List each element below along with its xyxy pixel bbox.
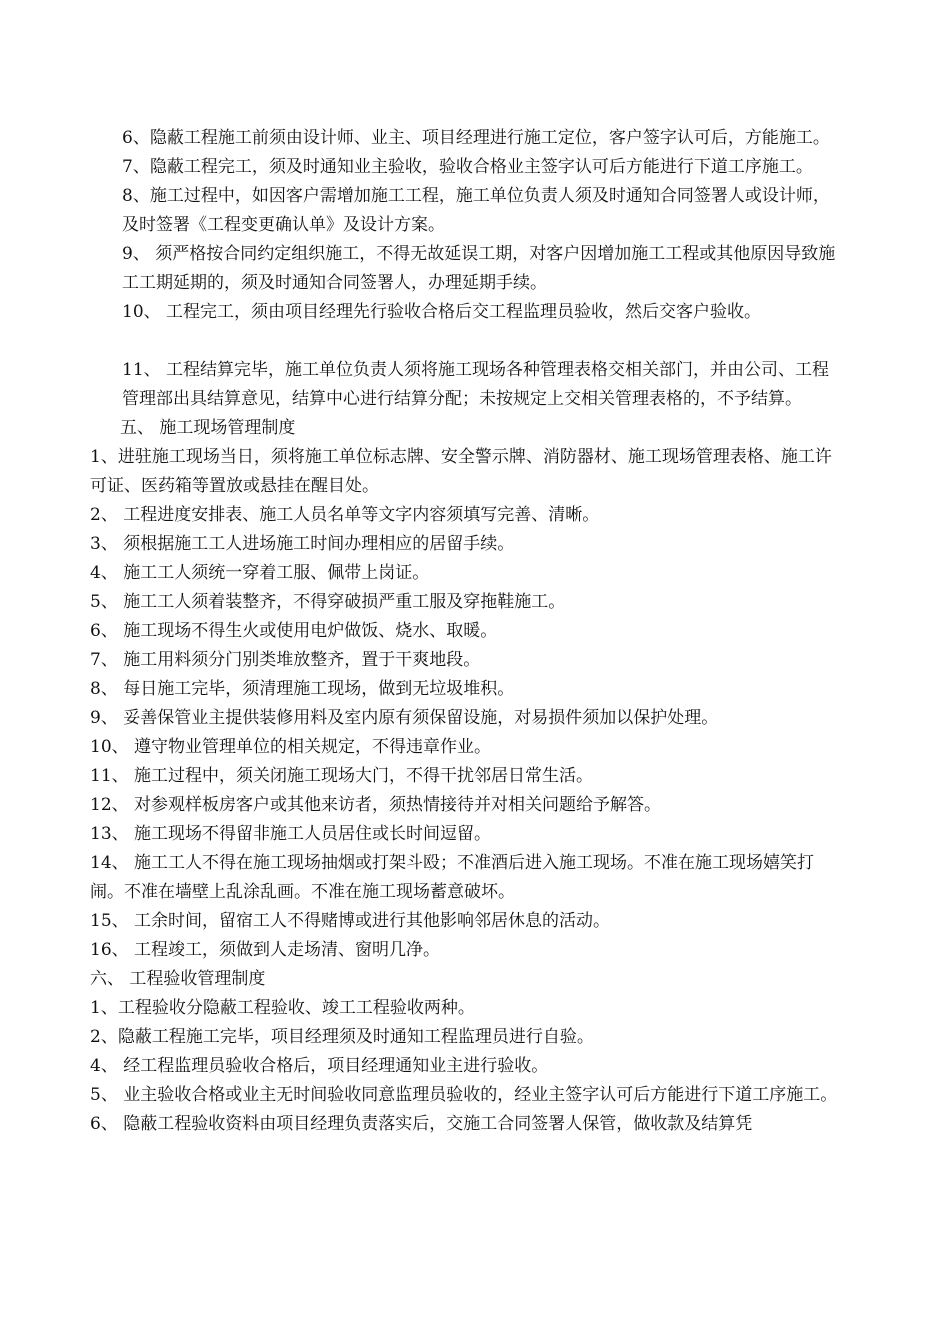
list-item: 1、进驻施工现场当日，须将施工单位标志牌、安全警示牌、消防器材、施工现场管理表格、施工许可证、医药箱等置放或悬挂在醒目处。 [90, 447, 832, 496]
list-item: 11、 施工过程中，须关闭施工现场大门，不得干扰邻居日常生活。 [90, 766, 594, 786]
list-item: 5、 业主验收合格或业主无时间验收同意监理员验收的，经业主签字认可后方能进行下道工序施工。 [90, 1085, 838, 1105]
list-item: 10、 遵守物业管理单位的相关规定，不得违章作业。 [90, 737, 492, 757]
list-item: 2、 工程进度安排表、施工人员名单等文字内容须填写完善、清晰。 [90, 505, 600, 525]
blank-line [90, 327, 845, 356]
list-item: 11、 工程结算完毕，施工单位负责人须将施工现场各种管理表格交相关部门，并由公司、工程管理部出具结算意见，结算中心进行结算分配；未按规定上交相关管理表格的，不予结算。 [122, 360, 830, 409]
list-item: 16、 工程竣工，须做到人走场清、窗明几净。 [90, 940, 441, 960]
list-item: 12、 对参观样板房客户或其他来访者，须热情接待并对相关问题给予解答。 [90, 795, 662, 815]
list-item: 2、隐蔽工程施工完毕，项目经理须及时通知工程监理员进行自验。 [90, 1027, 594, 1047]
list-item: 4、 施工工人须统一穿着工服、佩带上岗证。 [90, 563, 430, 583]
list-item: 6、 隐蔽工程验收资料由项目经理负责落实后，交施工合同签署人保管，做收款及结算凭 [90, 1114, 753, 1134]
list-item: 5、 施工工人须着装整齐，不得穿破损严重工服及穿拖鞋施工。 [90, 592, 566, 612]
list-item: 13、 施工现场不得留非施工人员居住或长时间逗留。 [90, 824, 492, 844]
list-item: 7、隐蔽工程完工，须及时通知业主验收，验收合格业主签字认可后方能进行下道工序施工。 [122, 157, 813, 177]
list-item: 8、施工过程中，如因客户需增加施工工程，施工单位负责人须及时通知合同签署人或设计师，及时签署《工程变更确认单》及设计方案。 [122, 186, 830, 235]
list-item: 8、 每日施工完毕，须清理施工现场，做到无垃圾堆积。 [90, 679, 515, 699]
list-item: 9、 妥善保管业主提供装修用料及室内原有须保留设施，对易损件须加以保护处理。 [90, 708, 719, 728]
list-item: 1、工程验收分隐蔽工程验收、竣工工程验收两种。 [90, 998, 475, 1018]
list-item: 4、 经工程监理员验收合格后，项目经理通知业主进行验收。 [90, 1056, 549, 1076]
list-item: 6、 施工现场不得生火或使用电炉做饭、烧水、取暖。 [90, 621, 498, 641]
list-item: 15、 工余时间，留宿工人不得赌博或进行其他影响邻居休息的活动。 [90, 911, 611, 931]
document-body [90, 124, 845, 1139]
section-heading-5: 五、 施工现场管理制度 [120, 418, 296, 438]
list-item: 14、 施工工人不得在施工现场抽烟或打架斗殴；不准酒后进入施工现场。不准在施工现场嬉笑打闹。不准在墙壁上乱涂乱画。不准在施工现场蓄意破坏。 [90, 853, 815, 902]
list-item: 10、 工程完工，须由项目经理先行验收合格后交工程监理员验收，然后交客户验收。 [122, 302, 762, 322]
list-item: 3、 须根据施工工人进场施工时间办理相应的居留手续。 [90, 534, 515, 554]
list-item: 6、隐蔽工程施工前须由设计师、业主、项目经理进行施工定位，客户签字认可后，方能施工。 [122, 128, 830, 148]
list-item: 7、 施工用料须分门别类堆放整齐，置于干爽地段。 [90, 650, 481, 670]
section-heading-6: 六、 工程验收管理制度 [90, 969, 266, 989]
list-item: 9、 须严格按合同约定组织施工，不得无故延误工期，对客户因增加施工工程或其他原因导致施工工期延期的，须及时通知合同签署人，办理延期手续。 [122, 244, 836, 293]
